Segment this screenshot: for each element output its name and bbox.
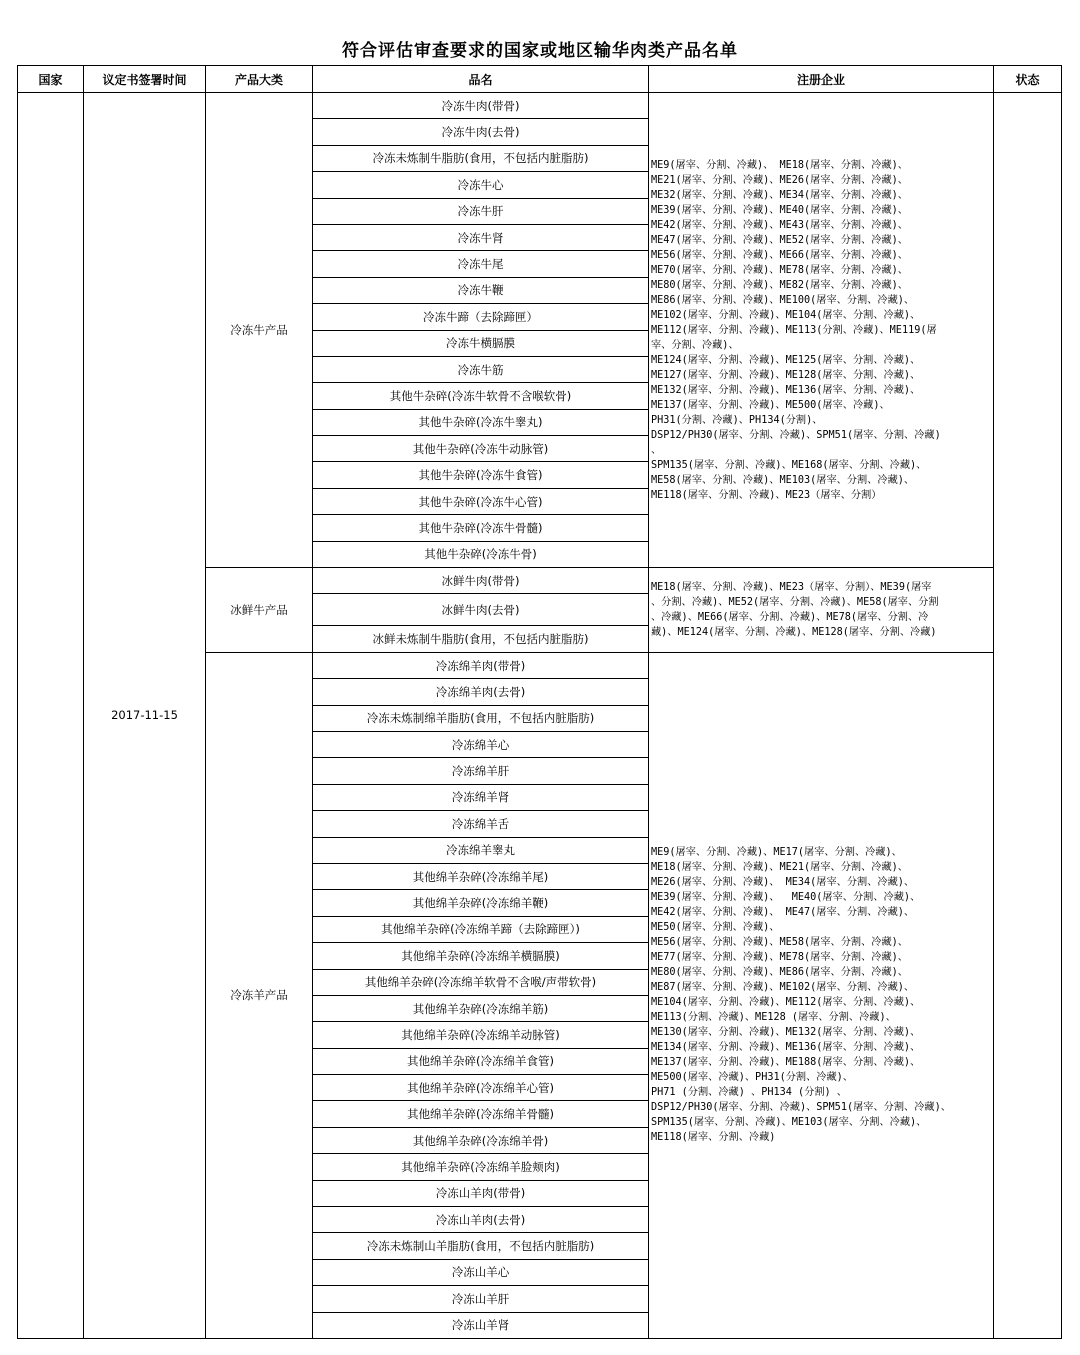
product-name-cell: 其他牛杂碎(冷冻牛骨)	[313, 541, 649, 567]
product-name-cell: 其他牛杂碎(冷冻牛睾丸)	[313, 409, 649, 435]
enterprise-cell	[649, 568, 994, 653]
product-name-cell: 冷冻牛横膈膜	[313, 330, 649, 356]
product-table	[17, 65, 1062, 1339]
product-name-cell: 冷冻牛筋	[313, 356, 649, 382]
product-name-cell: 其他绵羊杂碎(冷冻绵羊骨髓)	[313, 1101, 649, 1127]
product-name-cell: 其他绵羊杂碎(冷冻绵羊软骨不含喉/声带软骨)	[313, 969, 649, 995]
product-name-cell: 其他牛杂碎(冷冻牛心管)	[313, 488, 649, 514]
product-name-cell: 冷冻山羊肾	[313, 1312, 649, 1338]
enterprise-list: ME9(屠宰、分割、冷藏)、ME17(屠宰、分割、冷藏)、 ME18(屠宰、分割、冷藏)、ME21(屠宰、分割、冷藏)、 ME26(屠宰、分割、冷藏)、 ME34(屠宰、分割、冷藏)、 ME39(屠宰、分割、冷藏)、 ME40(屠宰、分割、冷藏)、 ME42(屠宰、分割、冷藏)、 ME47(屠宰、分割、冷藏)、 ME50(屠宰、分割、冷藏)、 ME56(屠宰、分割、冷藏)、ME58(屠宰、分割、冷藏)、 ME77(屠宰、分割、冷藏)、ME78(屠宰、分割、冷藏)、 ME80(屠宰、分割、冷藏)、ME86(屠宰、分割、冷藏)、 ME87(屠宰、分割、冷藏)、ME102(屠宰、分割、冷藏)、 ME104(屠宰、分割、冷藏)、ME112(屠宰、分割、冷藏)、 ME113(分割、冷藏)、ME128 (屠宰、分割、冷藏)、 ME130(屠宰、分割、冷藏)、ME132(屠宰、分割、冷藏)、 ME134(屠宰、分割、冷藏)、ME136(屠宰、分割、冷藏)、 ME137(屠宰、分割、冷藏)、ME188(屠宰、分割、冷藏)、 ME500(屠宰、冷藏)、PH31(分割、冷藏)、 PH71 (分割、冷藏) 、PH134 (分割) 、 DSP12/PH30(屠宰、分割、冷藏)、SPM51(屠宰、分割、冷藏)、 SPM135(屠宰、分割、冷藏)、ME103(屠宰、分割、冷藏)、 ME118(屠宰、分割、冷藏)	[651, 847, 951, 1144]
table-body	[18, 93, 1062, 1339]
product-name-cell: 其他绵羊杂碎(冷冻绵羊蹄（去除蹄匣）)	[313, 916, 649, 942]
product-name-cell: 冷冻牛肾	[313, 224, 649, 250]
table-row	[18, 93, 1062, 119]
product-name-cell: 冷冻绵羊肉(带骨)	[313, 652, 649, 678]
product-name-cell: 冷冻牛肉(带骨)	[313, 93, 649, 119]
product-name-cell: 冰鲜牛肉(带骨)	[313, 568, 649, 594]
product-name-cell: 其他牛杂碎(冷冻牛动脉管)	[313, 436, 649, 462]
document-title: 符合评估审查要求的国家或地区输华肉类产品名单	[342, 41, 738, 61]
product-name-cell: 冰鲜未炼制牛脂肪(食用，不包括内脏脂肪)	[313, 626, 649, 652]
enterprise-list: ME18(屠宰、分割、冷藏)、ME23（屠宰、分割）、ME39(屠宰 、分割、冷藏)、ME52(屠宰、分割、冷藏)、ME58(屠宰、分割 、冷藏)、ME66(屠宰、分割、冷藏)、ME78(屠宰、分割、冷 藏)、ME124(屠宰、分割、冷藏)、ME128(屠宰、分割、冷藏)	[651, 581, 939, 638]
header-date: 议定书签署时间	[84, 66, 206, 93]
category-cell: 冷冻羊产品	[206, 652, 313, 1338]
product-list-sheet	[17, 65, 1061, 1355]
status-cell	[994, 93, 1062, 1339]
country-cell	[18, 93, 84, 1339]
product-name-cell: 其他牛杂碎(冷冻牛软骨不含喉软骨)	[313, 383, 649, 409]
product-name-cell: 冷冻未炼制牛脂肪(食用，不包括内脏脂肪)	[313, 145, 649, 171]
product-name-cell: 其他绵羊杂碎(冷冻绵羊横膈膜)	[313, 943, 649, 969]
category-cell: 冰鲜牛产品	[206, 568, 313, 653]
product-name-cell: 冷冻牛尾	[313, 251, 649, 277]
product-name-cell: 冷冻绵羊肾	[313, 784, 649, 810]
header-product: 品名	[313, 66, 649, 93]
product-name-cell: 其他绵羊杂碎(冷冻绵羊脸颊肉)	[313, 1154, 649, 1180]
product-name-cell: 其他绵羊杂碎(冷冻绵羊骨)	[313, 1127, 649, 1153]
product-name-cell: 冰鲜牛肉(去骨)	[313, 594, 649, 626]
product-name-cell: 冷冻山羊肉(去骨)	[313, 1207, 649, 1233]
product-name-cell: 冷冻绵羊睾丸	[313, 837, 649, 863]
header-enterprise: 注册企业	[649, 66, 994, 93]
product-name-cell: 其他绵羊杂碎(冷冻绵羊尾)	[313, 863, 649, 889]
header-country: 国家	[18, 66, 84, 93]
product-name-cell: 其他绵羊杂碎(冷冻绵羊动脉管)	[313, 1022, 649, 1048]
product-name-cell: 冷冻绵羊肝	[313, 758, 649, 784]
enterprise-cell	[649, 93, 994, 568]
product-name-cell: 冷冻山羊心	[313, 1259, 649, 1285]
product-name-cell: 冷冻牛肝	[313, 198, 649, 224]
product-name-cell: 冷冻牛蹄（去除蹄匣）	[313, 304, 649, 330]
product-name-cell: 冷冻未炼制绵羊脂肪(食用，不包括内脏脂肪)	[313, 705, 649, 731]
product-name-cell: 其他绵羊杂碎(冷冻绵羊心管)	[313, 1075, 649, 1101]
product-name-cell: 冷冻山羊肉(带骨)	[313, 1180, 649, 1206]
product-name-cell: 冷冻牛鞭	[313, 277, 649, 303]
product-name-cell: 冷冻山羊肝	[313, 1286, 649, 1312]
header-status: 状态	[994, 66, 1062, 93]
product-name-cell: 其他绵羊杂碎(冷冻绵羊食管)	[313, 1048, 649, 1074]
enterprise-list: ME9(屠宰、分割、冷藏)、 ME18(屠宰、分割、冷藏)、 ME21(屠宰、分割、冷藏)、ME26(屠宰、分割、冷藏)、 ME32(屠宰、分割、冷藏)、ME34(屠宰、分割、冷藏)、 ME39(屠宰、分割、冷藏)、ME40(屠宰、分割、冷藏)、 ME42(屠宰、分割、冷藏)、ME43(屠宰、分割、冷藏)、 ME47(屠宰、分割、冷藏)、ME52(屠宰、分割、冷藏)、 ME56(屠宰、分割、冷藏)、ME66(屠宰、分割、冷藏)、 ME70(屠宰、分割、冷藏)、ME78(屠宰、分割、冷藏)、 ME80(屠宰、分割、冷藏)、ME82(屠宰、分割、冷藏)、 ME86(屠宰、分割、冷藏)、ME100(屠宰、分割、冷藏)、 ME102(屠宰、分割、冷藏)、ME104(屠宰、分割、冷藏)、 ME112(屠宰、分割、冷藏)、ME113(分割、冷藏)、ME119(屠 宰、分割、冷藏)、 ME124(屠宰、分割、冷藏)、ME125(屠宰、分割、冷藏)、 ME127(屠宰、分割、冷藏)、ME128(屠宰、分割、冷藏)、 ME132(屠宰、分割、冷藏)、ME136(屠宰、分割、冷藏)、 ME137(屠宰、分割、冷藏)、ME500(屠宰、冷藏)、 PH31(分割、冷藏)、PH134(分割)、 DSP12/PH30(屠宰、分割、冷藏)、SPM51(屠宰、分割、冷藏) 、 SPM135(屠宰、分割、冷藏)、ME168(屠宰、分割、冷藏)、 ME58(屠宰、分割、冷藏)、ME103(屠宰、分割、冷藏)、 ME118(屠宰、分割、冷藏)、ME23（屠宰、分割）	[651, 159, 941, 501]
product-name-cell: 其他牛杂碎(冷冻牛食管)	[313, 462, 649, 488]
product-name-cell: 冷冻绵羊心	[313, 731, 649, 757]
product-name-cell: 其他绵羊杂碎(冷冻绵羊筋)	[313, 995, 649, 1021]
header-category: 产品大类	[206, 66, 313, 93]
product-name-cell: 冷冻绵羊舌	[313, 811, 649, 837]
product-name-cell: 冷冻未炼制山羊脂肪(食用，不包括内脏脂肪)	[313, 1233, 649, 1259]
product-name-cell: 其他绵羊杂碎(冷冻绵羊鞭)	[313, 890, 649, 916]
category-cell: 冷冻牛产品	[206, 93, 313, 568]
header-row	[18, 66, 1062, 93]
product-name-cell: 冷冻牛心	[313, 172, 649, 198]
product-name-cell: 冷冻绵羊肉(去骨)	[313, 679, 649, 705]
product-name-cell: 其他牛杂碎(冷冻牛骨髓)	[313, 515, 649, 541]
protocol-date-cell: 2017-11-15	[84, 93, 206, 1339]
enterprise-cell	[649, 652, 994, 1338]
product-name-cell: 冷冻牛肉(去骨)	[313, 119, 649, 145]
